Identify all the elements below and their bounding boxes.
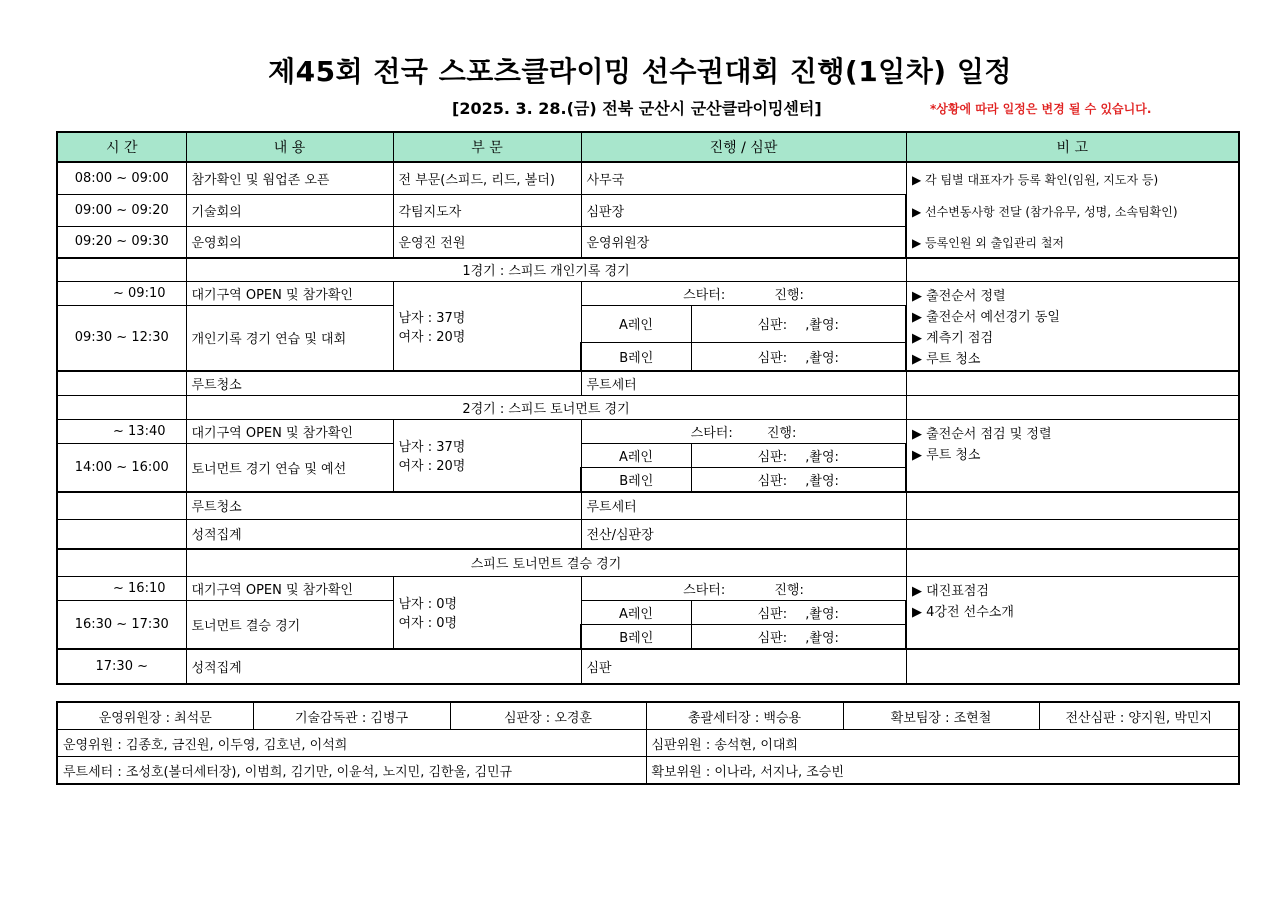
progress-label: 진행: — [774, 583, 804, 598]
male-count: 남자 : 37명 — [398, 440, 466, 456]
note-item: ▶ 각 팀별 대표자가 등록 확인(임원, 지도자 등) — [912, 173, 1159, 187]
starter-label: 스타터: — [683, 287, 726, 303]
lane-b-label: B레인 — [581, 343, 691, 371]
time-cell: ~ 09:10 — [57, 281, 186, 305]
section-title-row — [57, 258, 1239, 281]
lane-a-officials — [691, 601, 906, 625]
note-item: ▶ 출전순서 점검 및 정렬 — [912, 427, 1052, 442]
lane-b-officials — [691, 343, 906, 371]
header-note: 비 고 — [906, 132, 1239, 162]
header-dept: 부 문 — [393, 132, 581, 162]
notes-cell — [906, 281, 1239, 371]
note-item: ▶ 대진표점검 — [912, 584, 989, 599]
content-cell: 토너먼트 결승 경기 — [186, 601, 393, 649]
content-cell: 루트청소 — [186, 371, 581, 396]
lane-a-officials — [691, 305, 906, 343]
note-item: ▶ 계측기 점검 — [912, 330, 994, 346]
table-row — [57, 649, 1239, 684]
staff-it-judges: 전산심판 : 양지원, 박민지 — [1039, 702, 1239, 730]
notes-cell — [906, 577, 1239, 649]
female-count: 여자 : 0명 — [398, 616, 458, 632]
lane-b-label: B레인 — [581, 468, 691, 492]
content-cell: 운영회의 — [186, 226, 393, 258]
page-title: 제45회 전국 스포츠클라이밍 선수권대회 진행(1일차) 일정 — [268, 55, 1012, 88]
time-cell: ~ 16:10 — [57, 577, 186, 601]
schedule-table — [56, 131, 1240, 685]
judge-label: 심판: — [757, 318, 788, 334]
male-count: 남자 : 0명 — [398, 597, 458, 613]
progress-label: 진행: — [774, 287, 804, 303]
starter-label: 스타터: — [690, 426, 733, 441]
lane-a-officials — [691, 444, 906, 468]
content-cell: 개인기록 경기 연습 및 대회 — [186, 305, 393, 371]
content-cell: 대기구역 OPEN 및 참가확인 — [186, 420, 393, 444]
lane-a-label: A레인 — [581, 444, 691, 468]
header-official: 진행 / 심판 — [581, 132, 906, 162]
section-title: 2경기 : 스피드 토너먼트 경기 — [186, 396, 906, 420]
dept-cell: 운영진 전원 — [393, 226, 581, 258]
content-cell: 토너먼트 경기 연습 및 예선 — [186, 444, 393, 492]
time-cell: ~ 13:40 — [57, 420, 186, 444]
staff-chief-judge: 심판장 : 오경훈 — [450, 702, 646, 730]
official-cell: 루트세터 — [581, 371, 906, 396]
table-row — [57, 420, 1239, 444]
official-cell: 루트세터 — [581, 492, 906, 520]
event-date-venue: [2025. 3. 28.(금) 전북 군산시 군산클라이밍센터] — [452, 99, 822, 118]
section-title: 1경기 : 스피드 개인기록 경기 — [186, 258, 906, 281]
table-row — [57, 371, 1239, 396]
table-row — [57, 281, 1239, 305]
dept-cell: 전 부문(스피드, 리드, 볼더) — [393, 162, 581, 195]
lane-a-label: A레인 — [581, 305, 691, 343]
staff-row — [57, 757, 1239, 785]
schedule-change-notice: *상황에 따라 일정은 변경 될 수 있습니다. — [930, 102, 1152, 116]
camera-label: ,촬영: — [805, 318, 839, 334]
table-row — [57, 520, 1239, 549]
content-cell: 루트청소 — [186, 492, 581, 520]
note-item: ▶ 출전순서 정렬 — [912, 288, 1006, 304]
starter-row — [581, 577, 906, 601]
judge-label: 심판: — [757, 350, 788, 366]
time-cell: 14:00 ~ 16:00 — [57, 444, 186, 492]
lane-b-label: B레인 — [581, 625, 691, 649]
time-cell: 08:00 ~ 09:00 — [57, 162, 186, 195]
camera-label: ,촬영: — [805, 607, 839, 622]
staff-chief-setter: 총괄세터장 : 백승용 — [646, 702, 843, 730]
staff-tech-director: 기술감독관 : 김병구 — [253, 702, 450, 730]
judge-label: 심판: — [757, 450, 788, 465]
note-item: ▶ 선수변동사항 전달 (참가유무, 성명, 소속팀확인) — [912, 205, 1178, 219]
note-item: ▶ 루트 청소 — [912, 351, 981, 367]
header-content: 내 용 — [186, 132, 393, 162]
participants-cell — [393, 420, 581, 492]
content-cell: 성적집계 — [186, 649, 581, 684]
content-cell: 성적집계 — [186, 520, 581, 549]
table-row — [57, 492, 1239, 520]
judge-label: 심판: — [757, 630, 788, 646]
official-cell: 전산/심판장 — [581, 520, 906, 549]
official-cell: 심판 — [581, 649, 906, 684]
staff-route-setters: 루트세터 : 조성호(볼더세터장), 이범희, 김기만, 이윤석, 노지민, 김한울, 김민규 — [57, 757, 646, 785]
time-cell: 17:30 ~ — [57, 649, 186, 684]
staff-row — [57, 730, 1239, 757]
table-row — [57, 577, 1239, 601]
official-cell: 운영위원장 — [581, 226, 906, 258]
note-item: ▶ 4강전 선수소개 — [912, 605, 1014, 620]
content-cell: 대기구역 OPEN 및 참가확인 — [186, 281, 393, 305]
note-item: ▶ 루트 청소 — [912, 448, 981, 463]
judge-label: 심판: — [757, 607, 788, 622]
staff-chair: 운영위원장 : 최석문 — [57, 702, 253, 730]
official-cell: 사무국 — [581, 162, 906, 195]
time-cell: 16:30 ~ 17:30 — [57, 601, 186, 649]
participants-cell — [393, 577, 581, 649]
staff-row — [57, 702, 1239, 730]
content-cell: 참가확인 및 웜업존 오픈 — [186, 162, 393, 195]
lane-b-officials — [691, 468, 906, 492]
starter-row — [581, 420, 906, 444]
section-title-row — [57, 549, 1239, 577]
note-item: ▶ 등록인원 외 출입관리 철저 — [912, 236, 1064, 250]
female-count: 여자 : 20명 — [398, 329, 466, 345]
content-cell: 대기구역 OPEN 및 참가확인 — [186, 577, 393, 601]
staff-belay-lead: 확보팀장 : 조현철 — [843, 702, 1039, 730]
female-count: 여자 : 20명 — [398, 459, 466, 475]
lane-a-label: A레인 — [581, 601, 691, 625]
header-row — [57, 132, 1239, 162]
judge-label: 심판: — [757, 473, 788, 489]
dept-cell: 각팀지도자 — [393, 195, 581, 227]
section-title-row — [57, 396, 1239, 420]
camera-label: ,촬영: — [805, 450, 839, 465]
lane-b-officials — [691, 625, 906, 649]
header-time: 시 간 — [57, 132, 186, 162]
camera-label: ,촬영: — [805, 350, 839, 366]
staff-table — [56, 701, 1240, 785]
time-cell: 09:30 ~ 12:30 — [57, 305, 186, 371]
content-cell: 기술회의 — [186, 195, 393, 227]
note-item: ▶ 출전순서 예선경기 동일 — [912, 309, 1060, 325]
staff-belayers: 확보위원 : 이나라, 서지나, 조승빈 — [646, 757, 1239, 785]
notes-cell — [906, 420, 1239, 492]
time-cell: 09:20 ~ 09:30 — [57, 226, 186, 258]
male-count: 남자 : 37명 — [398, 310, 466, 326]
staff-judges: 심판위원 : 송석현, 이대희 — [646, 730, 1239, 757]
progress-label: 진행: — [766, 426, 797, 441]
participants-cell — [393, 281, 581, 371]
table-row — [57, 162, 1239, 195]
staff-committee: 운영위원 : 김종호, 금진원, 이두영, 김호년, 이석희 — [57, 730, 646, 757]
starter-row — [581, 281, 906, 305]
section-title: 스피드 토너먼트 결승 경기 — [186, 549, 906, 577]
starter-label: 스타터: — [683, 583, 726, 598]
time-cell: 09:00 ~ 09:20 — [57, 195, 186, 227]
official-cell: 심판장 — [581, 195, 906, 227]
camera-label: ,촬영: — [805, 630, 839, 646]
camera-label: ,촬영: — [805, 473, 839, 489]
notes-cell — [906, 162, 1239, 258]
